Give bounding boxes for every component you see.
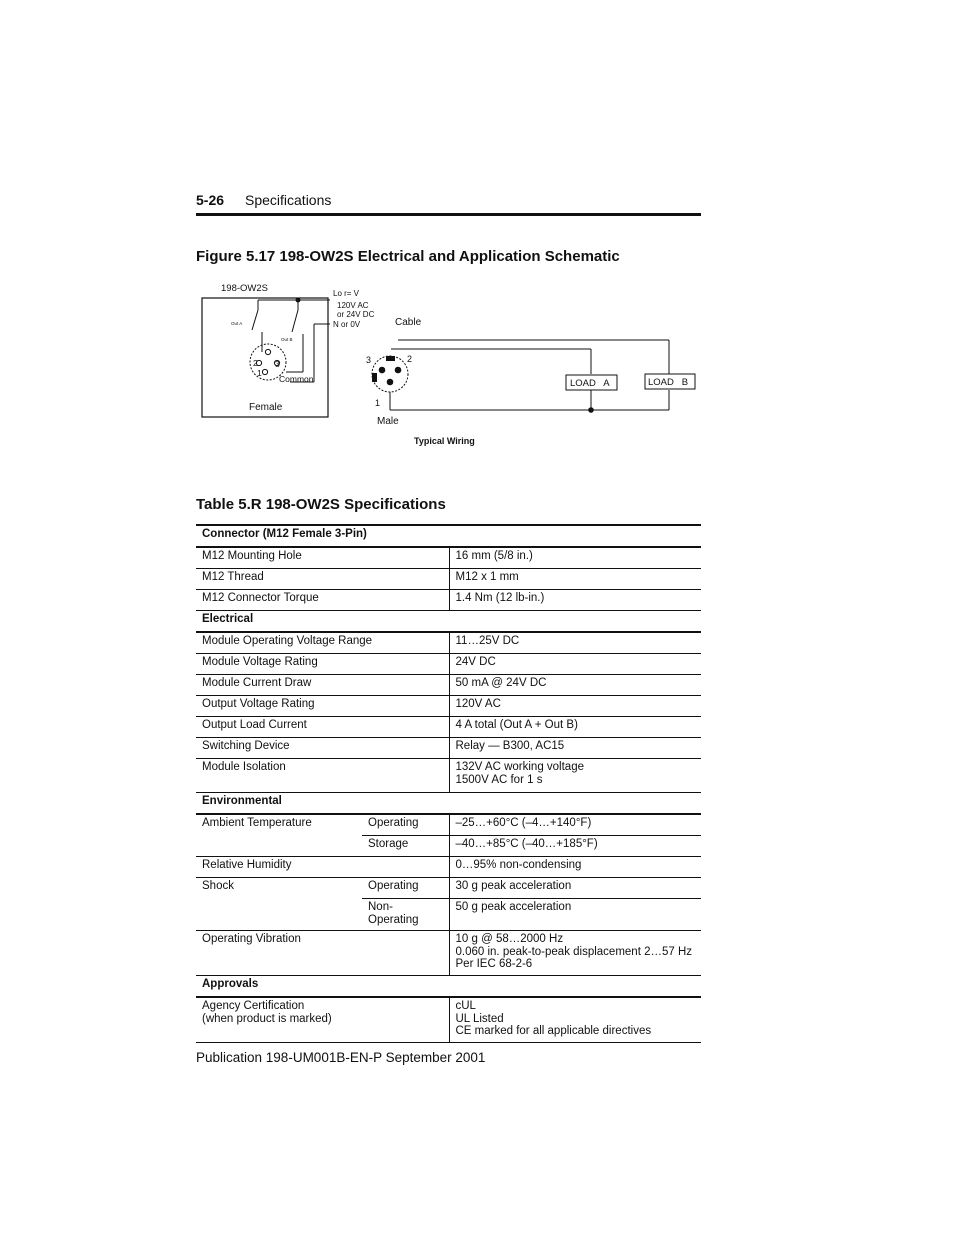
section-approvals bbox=[196, 975, 701, 997]
wiring-schematic bbox=[0, 0, 954, 460]
female-label: Female bbox=[249, 402, 283, 413]
load-a-label: LOAD A bbox=[570, 378, 610, 389]
common-label: Common bbox=[279, 374, 314, 384]
row-sublabel: Non-Operating bbox=[362, 899, 449, 931]
supply-24v-label: or 24V DC bbox=[337, 310, 375, 319]
typical-wiring-label: Typical Wiring bbox=[414, 436, 475, 446]
return-junction-dot bbox=[588, 407, 594, 413]
table-row bbox=[196, 717, 701, 738]
value-line: UL Listed bbox=[455, 1012, 504, 1025]
row-label: Switching Device bbox=[196, 738, 449, 759]
row-value: 16 mm (5/8 in.) bbox=[449, 547, 701, 569]
table-row bbox=[196, 590, 701, 611]
row-value bbox=[449, 997, 701, 1042]
section-environmental bbox=[196, 793, 701, 815]
row-label: M12 Thread bbox=[196, 569, 449, 590]
publication-footer: Publication 198-UM001B-EN-P September 2001 bbox=[196, 1050, 486, 1065]
table-row bbox=[196, 931, 701, 976]
row-value: 50 g peak acceleration bbox=[449, 899, 701, 931]
male-connector bbox=[372, 356, 408, 392]
label-line: (when product is marked) bbox=[202, 1012, 332, 1025]
row-label: Output Voltage Rating bbox=[196, 696, 449, 717]
table-row bbox=[196, 547, 701, 569]
figure-caption: Figure 5.17 198-OW2S Electrical and Application Schematic bbox=[196, 248, 620, 265]
section-header: Electrical bbox=[196, 611, 701, 633]
supply-lo-label: Lo r= V bbox=[333, 289, 360, 298]
row-value: –25…+60°C (–4…+140°F) bbox=[449, 814, 701, 836]
male-pin-3: 3 bbox=[366, 355, 372, 365]
row-value bbox=[449, 759, 701, 793]
table-row bbox=[196, 632, 701, 654]
section-title: Specifications bbox=[245, 192, 332, 208]
row-value: 120V AC bbox=[449, 696, 701, 717]
row-label: Module Operating Voltage Range bbox=[196, 632, 449, 654]
module-box bbox=[202, 298, 328, 417]
row-value: 24V DC bbox=[449, 654, 701, 675]
row-label: Output Load Current bbox=[196, 717, 449, 738]
value-line: CE marked for all applicable directives bbox=[455, 1025, 652, 1038]
row-label: M12 Connector Torque bbox=[196, 590, 449, 611]
table-row bbox=[196, 814, 701, 836]
row-sublabel: Storage bbox=[362, 836, 449, 857]
value-line: 1500V AC for 1 s bbox=[455, 773, 543, 786]
table-row bbox=[196, 997, 701, 1042]
row-value: 11…25V DC bbox=[449, 632, 701, 654]
value-line: Per IEC 68-2-6 bbox=[455, 958, 533, 971]
female-pin-2: 2 bbox=[253, 358, 258, 368]
label-line: Agency Certification bbox=[202, 999, 305, 1012]
supply-120v-label: 120V AC bbox=[337, 301, 369, 310]
value-line: 132V AC working voltage bbox=[455, 761, 584, 773]
table-row bbox=[196, 654, 701, 675]
row-value: Relay — B300, AC15 bbox=[449, 738, 701, 759]
cable-label: Cable bbox=[395, 317, 422, 328]
supply-n-label: N or 0V bbox=[333, 320, 361, 329]
row-sublabel: Operating bbox=[362, 878, 449, 899]
male-pin-1: 1 bbox=[375, 398, 381, 408]
row-label: Shock bbox=[196, 878, 362, 931]
row-label: Operating Vibration bbox=[196, 931, 449, 976]
table-row bbox=[196, 675, 701, 696]
male-pin-2: 2 bbox=[407, 354, 413, 364]
row-label: Module Voltage Rating bbox=[196, 654, 449, 675]
row-value: 4 A total (Out A + Out B) bbox=[449, 717, 701, 738]
specifications-table bbox=[196, 524, 701, 1043]
table-row bbox=[196, 857, 701, 878]
row-sublabel: Operating bbox=[362, 814, 449, 836]
row-label: Relative Humidity bbox=[196, 857, 449, 878]
male-label: Male bbox=[377, 416, 399, 427]
out-b-label: Out B bbox=[281, 337, 293, 342]
row-value: 50 mA @ 24V DC bbox=[449, 675, 701, 696]
value-line: 0.060 in. peak-to-peak displacement 2…57 Hz bbox=[455, 945, 693, 958]
row-value: 0…95% non-condensing bbox=[449, 857, 701, 878]
row-value: –40…+85°C (–40…+185°F) bbox=[449, 836, 701, 857]
value-line: cUL bbox=[455, 999, 476, 1012]
table-row bbox=[196, 569, 701, 590]
row-value: M12 x 1 mm bbox=[449, 569, 701, 590]
section-header: Connector (M12 Female 3-Pin) bbox=[196, 525, 701, 547]
page-number: 5-26 bbox=[196, 192, 225, 208]
table-row bbox=[196, 759, 701, 793]
section-electrical bbox=[196, 611, 701, 633]
row-value bbox=[449, 931, 701, 976]
row-label: M12 Mounting Hole bbox=[196, 547, 449, 569]
relay-contact-a bbox=[252, 310, 258, 330]
row-label: Ambient Temperature bbox=[196, 814, 362, 857]
load-b-label: LOAD B bbox=[648, 377, 689, 388]
value-line: 10 g @ 58…2000 Hz bbox=[455, 933, 564, 946]
section-header: Environmental bbox=[196, 793, 701, 815]
row-value: 30 g peak acceleration bbox=[449, 878, 701, 899]
out-a-label: Out A bbox=[231, 321, 243, 326]
table-row bbox=[196, 696, 701, 717]
female-pin-1: 1 bbox=[257, 368, 262, 378]
row-label: Module Current Draw bbox=[196, 675, 449, 696]
relay-contact-b bbox=[292, 310, 298, 332]
row-value: 1.4 Nm (12 lb-in.) bbox=[449, 590, 701, 611]
table-row bbox=[196, 878, 701, 899]
module-label: 198-OW2S bbox=[221, 283, 268, 294]
section-connector bbox=[196, 525, 701, 547]
table-row bbox=[196, 738, 701, 759]
section-header: Approvals bbox=[196, 975, 701, 997]
female-pin-3: 3 bbox=[275, 359, 280, 369]
row-label bbox=[196, 997, 449, 1042]
table-caption: Table 5.R 198-OW2S Specifications bbox=[196, 496, 446, 513]
row-label: Module Isolation bbox=[196, 759, 449, 793]
